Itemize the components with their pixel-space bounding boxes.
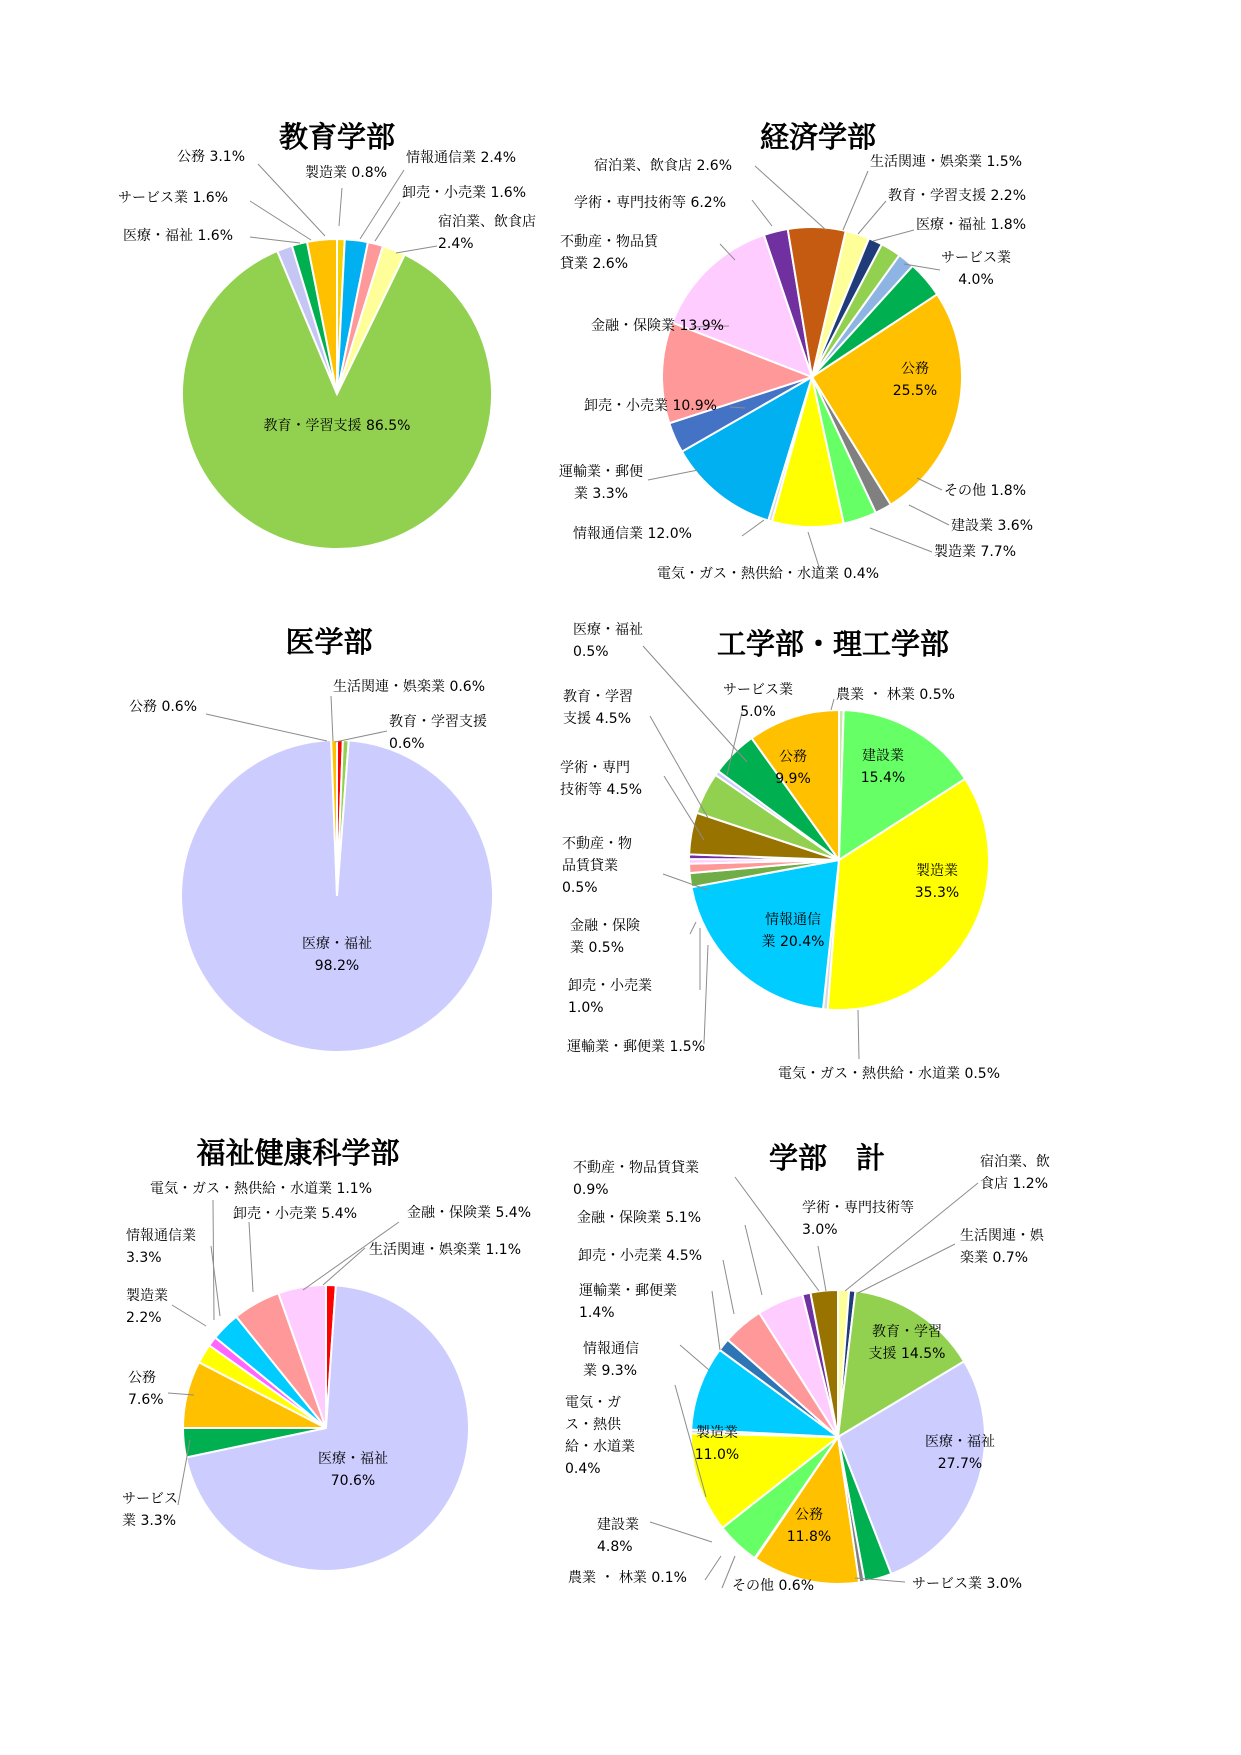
data-label: 運輸業・郵便業 3.3%: [559, 464, 643, 502]
leader-line: [808, 532, 820, 570]
data-label: 生活関連・娯楽業 1.5%: [870, 154, 1023, 170]
data-label: 情報通信業 9.3%: [583, 1341, 639, 1379]
pie-chart: [560, 622, 1000, 1082]
data-label: 製造業 7.7%: [934, 544, 1017, 560]
data-label: 卸売・小売業 10.9%: [584, 398, 717, 414]
leader-line: [917, 478, 942, 490]
leader-line: [650, 1522, 712, 1542]
leader-line: [211, 1246, 220, 1316]
data-label: その他 1.8%: [944, 483, 1027, 499]
leader-line: [335, 731, 387, 742]
leader-line: [250, 237, 300, 243]
leader-line: [172, 1305, 206, 1326]
chart-title: 医学部: [285, 625, 373, 659]
pie-chart: [559, 120, 1033, 582]
leader-line: [704, 945, 708, 1044]
leader-line: [745, 1225, 762, 1295]
data-label: 医療・福祉 98.2%: [302, 936, 372, 974]
data-label: 製造業 35.3%: [914, 863, 960, 901]
pie-chart: [118, 120, 536, 549]
data-label: 情報通信業 12.0%: [573, 526, 692, 542]
leader-line: [831, 699, 834, 710]
data-label: 公務 0.6%: [129, 699, 198, 715]
data-label: 公務 3.1%: [177, 149, 246, 165]
data-label: サービス業 3.0%: [912, 1576, 1023, 1592]
data-label: 医療・福祉 1.6%: [123, 228, 234, 244]
data-label: 公務 7.6%: [128, 1370, 164, 1408]
data-label: その他 0.6%: [732, 1578, 815, 1594]
data-label: 電気・ガス・熱供給・水道業 0.4%: [657, 566, 880, 582]
data-label: 卸売・小売業 4.5%: [578, 1248, 703, 1264]
data-label: 建設業 15.4%: [860, 748, 906, 786]
leader-line: [873, 230, 914, 241]
leader-line: [396, 246, 437, 253]
data-label: 農業 ・ 林業 0.1%: [568, 1570, 687, 1586]
chart-title: 工学部・理工学部: [716, 627, 950, 661]
data-label: 情報通信業 2.4%: [406, 150, 517, 166]
data-label: 教育・学習支援 14.5%: [868, 1324, 946, 1362]
data-label: サービス業 4.0%: [941, 250, 1011, 288]
data-label: 情報通信業 3.3%: [126, 1228, 196, 1266]
data-label: 電気・ガス・熱供給・水道業 1.1%: [150, 1181, 373, 1197]
data-label: 公務 25.5%: [892, 361, 938, 399]
data-label: 製造業 11.0%: [694, 1425, 740, 1463]
leader-line: [375, 202, 400, 241]
leader-line: [206, 714, 327, 741]
chart-title: 経済学部: [759, 120, 877, 154]
data-label: 宿泊業、飲食店 2.6%: [594, 158, 733, 174]
data-label: 生活関連・娯楽業 1.1%: [369, 1242, 522, 1258]
data-label: 学術・専門技術等 6.2%: [574, 195, 727, 211]
pie-chart: [565, 1141, 1050, 1594]
data-label: 金融・保険業 0.5%: [570, 918, 640, 956]
data-label: 不動産・物品賃貸業 0.5%: [562, 836, 632, 896]
leader-line: [690, 922, 696, 934]
leader-line: [331, 696, 333, 741]
data-label: 宿泊業、飲食店 1.2%: [980, 1154, 1050, 1192]
chart-title: 教育学部: [278, 120, 396, 154]
data-label: 建設業 3.6%: [951, 518, 1034, 534]
data-label: サービス業 3.3%: [122, 1491, 178, 1529]
leader-line: [870, 528, 932, 552]
leader-line: [818, 1246, 826, 1291]
leader-line: [742, 520, 764, 536]
leader-line: [250, 201, 311, 240]
data-label: 不動産・物品賃貸業 0.9%: [573, 1160, 699, 1198]
data-label: 製造業 2.2%: [126, 1288, 168, 1326]
data-label: 運輸業・郵便業 1.5%: [567, 1039, 706, 1055]
chart-title: 福祉健康科学部: [196, 1136, 400, 1170]
pie-chart: [129, 625, 493, 1052]
data-label: 医療・福祉 70.6%: [318, 1451, 388, 1489]
leader-line: [643, 646, 747, 762]
data-label: 学術・専門技術等 4.5%: [560, 760, 643, 798]
data-label: 電気・ガス・熱供給・水道業 0.5%: [778, 1066, 1001, 1082]
data-label: 農業 ・ 林業 0.5%: [836, 687, 955, 703]
data-label: 教育・学習支援 4.5%: [563, 689, 633, 727]
leader-line: [648, 470, 698, 480]
data-label: 金融・保険業 5.4%: [407, 1205, 532, 1221]
leader-line: [723, 1260, 734, 1314]
leader-line: [249, 1222, 253, 1292]
leader-line: [843, 171, 868, 230]
data-label: 公務 9.9%: [775, 749, 811, 787]
data-label: 卸売・小売業 5.4%: [233, 1206, 358, 1222]
data-label: 医療・福祉 1.8%: [916, 217, 1027, 233]
data-label: 卸売・小売業 1.6%: [402, 185, 527, 201]
data-label: 建設業 4.8%: [597, 1517, 639, 1555]
data-label: 不動産・物品賃貸業 2.6%: [560, 234, 658, 272]
data-label: 卸売・小売業 1.0%: [568, 978, 652, 1016]
data-label: 医療・福祉 27.7%: [925, 1434, 995, 1472]
data-label: 公務 11.8%: [786, 1507, 832, 1545]
data-label: 医療・福祉 0.5%: [573, 622, 643, 660]
data-label: 宿泊業、飲食店 2.4%: [438, 214, 536, 252]
data-label: 学術・専門技術等 3.0%: [802, 1200, 914, 1238]
leader-line: [705, 1556, 721, 1580]
leader-line: [909, 505, 949, 525]
data-label: 生活関連・娯楽業 0.7%: [960, 1228, 1044, 1266]
leader-line: [712, 1291, 720, 1350]
data-label: サービス業 5.0%: [723, 682, 793, 720]
chart-title: 学部 計: [768, 1141, 886, 1175]
data-label: 製造業 0.8%: [304, 165, 388, 181]
data-label: 金融・保険業 5.1%: [577, 1210, 702, 1226]
leader-line: [858, 1010, 859, 1059]
data-label: 生活関連・娯楽業 0.6%: [333, 679, 486, 695]
leader-line: [680, 1345, 709, 1370]
leader-line: [650, 716, 708, 818]
leader-line: [752, 200, 772, 226]
leader-line: [858, 201, 886, 234]
data-label: 教育・学習支援 86.5%: [263, 418, 411, 434]
data-label: 情報通信業 20.4%: [761, 912, 825, 950]
data-label: サービス業 1.6%: [118, 190, 229, 206]
leader-line: [339, 188, 342, 226]
data-label: 教育・学習支援 0.6%: [389, 714, 487, 752]
leader-line: [755, 166, 826, 230]
pie-chart: [122, 1136, 531, 1571]
data-label: 金融・保険業 13.9%: [591, 318, 724, 334]
data-label: 教育・学習支援 2.2%: [888, 188, 1027, 204]
data-label: 電気・ガス・熱供給・水道業 0.4%: [565, 1395, 635, 1477]
leader-line: [323, 1248, 365, 1285]
data-label: 運輸業・郵便業 1.4%: [579, 1283, 677, 1321]
